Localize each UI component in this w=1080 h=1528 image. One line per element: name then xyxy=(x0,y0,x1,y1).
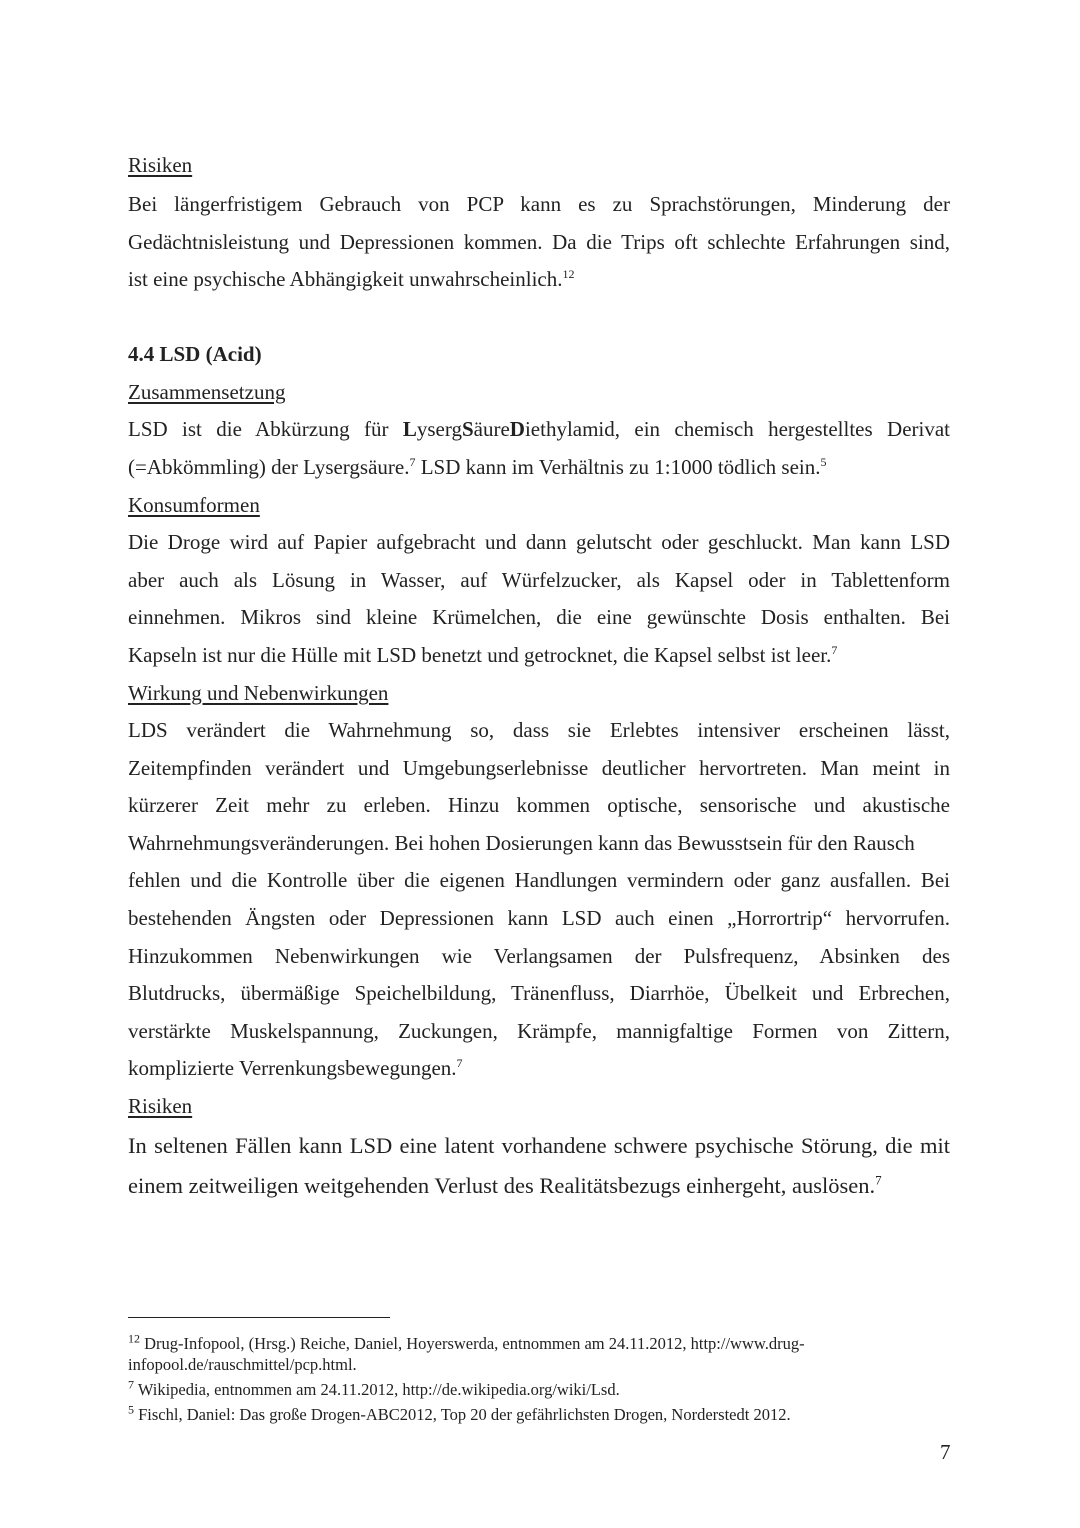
text-line: Bei längerfristigem Gebrauch von PCP kann es zu Sprachstörungen, Minderung der xyxy=(128,192,950,216)
effects-paragraph xyxy=(128,712,950,1088)
footnote-5: $^5$ Fischl, Daniel: Das große Drogen-ABC2012, Top 20 der gefährlichsten Drogen, Norderstedt 2012. xyxy=(128,1402,791,1424)
text-line: fehlen und die Kontrolle über die eigenen Handlungen vermindern oder ganz ausfallen. Bei xyxy=(128,868,950,893)
footnote-ref: 7 xyxy=(831,642,838,657)
text-line: In seltenen Fällen kann LSD eine latent vorhandene schwere psychische Störung, die mit xyxy=(128,1133,950,1158)
text-line: LDS verändert die Wahrnehmung so, dass sie Erlebtes intensiver erscheinen lässt, xyxy=(128,718,950,742)
text-line: einnehmen. Mikros sind kleine Krümelchen, die eine gewünschte Dosis enthalten. Bei xyxy=(128,605,950,630)
text-line: kürzerer Zeit mehr zu erleben. Hinzu kommen optische, sensorische und akustische xyxy=(128,793,950,818)
risks-pcp-paragraph xyxy=(128,186,950,299)
text-line: Hinzukommen Nebenwirkungen wie Verlangsamen der Pulsfrequenz, Absinken des xyxy=(128,943,950,968)
text-line: verstärkte Muskelspannung, Zuckungen, Krämpfe, mannigfaltige Formen von Zittern, xyxy=(128,1018,950,1043)
text-line: ist eine psychische Abhängigkeit unwahrscheinlich.$^{12}$ xyxy=(128,267,575,292)
risks-lsd-heading: Risiken xyxy=(128,1094,193,1118)
footnote-ref: 7 xyxy=(875,1172,882,1188)
text-line: Gedächtnisleistung und Depressionen kommen. Da die Trips oft schlechte Erfahrungen sind, xyxy=(128,229,950,254)
text-line: Zeitempfinden verändert und Umgebungserlebnisse deutlicher hervortreten. Man meint in xyxy=(128,755,950,780)
risks-lsd-paragraph xyxy=(128,1126,950,1206)
footnote-ref: 12 xyxy=(562,267,575,282)
page-number: 7 xyxy=(940,1440,951,1464)
footnote-number: 12 xyxy=(128,1331,140,1346)
text-line: bestehenden Ängsten oder Depressionen kann LSD auch einen „Horrortrip“ hervorrufen. xyxy=(128,905,950,930)
consumption-heading: Konsumformen xyxy=(128,493,260,517)
section-title: 4.4 LSD (Acid) xyxy=(128,342,262,366)
footnote-number: 5 xyxy=(128,1402,134,1417)
text-line: komplizierte Verrenkungsbewegungen.$^7$ xyxy=(128,1056,463,1081)
composition-heading: Zusammensetzung xyxy=(128,380,286,404)
text-line: einem zeitweiligen weitgehenden Verlust des Realitätsbezugs einhergeht, auslösen.$^7$ xyxy=(128,1172,882,1198)
text-line: Kapseln ist nur die Hülle mit LSD benetzt und getrocknet, die Kapsel selbst ist leer.$^7$ xyxy=(128,642,838,667)
footnote-ref: 5 xyxy=(820,454,827,469)
text-line: aber auch als Lösung in Wasser, auf Würfelzucker, als Kapsel oder in Tablettenform xyxy=(128,567,950,592)
footnote-ref: 7 xyxy=(456,1056,463,1071)
effects-heading: Wirkung und Nebenwirkungen xyxy=(128,681,389,705)
text-line: (=Abkömmling) der Lysergsäure.$^7$ LSD kann im Verhältnis zu 1:1000 tödlich sein.$^5$ xyxy=(128,454,827,479)
text-line: Die Droge wird auf Papier aufgebracht und dann gelutscht oder geschluckt. Man kann LSD xyxy=(128,530,950,554)
footnote-separator xyxy=(128,1317,390,1318)
text-line: Wahrnehmungsveränderungen. Bei hohen Dosierungen kann das Bewusstsein für den Rausch xyxy=(128,830,915,855)
text-line: LSD ist die Abkürzung für LysergSäureDiethylamid, ein chemisch hergestelltes Derivat xyxy=(128,417,950,441)
footnote-7: $^7$ Wikipedia, entnommen am 24.11.2012, http://de.wikipedia.org/wiki/Lsd. xyxy=(128,1377,620,1399)
footnote-number: 7 xyxy=(128,1377,134,1392)
footnote-ref: 7 xyxy=(409,454,416,469)
text-line: Blutdrucks, übermäßige Speichelbildung, Tränenfluss, Diarrhöe, Übelkeit und Erbrechen, xyxy=(128,981,950,1006)
consumption-paragraph xyxy=(128,524,950,674)
composition-paragraph xyxy=(128,411,950,486)
risks-pcp-heading: Risiken xyxy=(128,153,193,177)
footnote-12: $^{12}$ Drug-Infopool, (Hrsg.) Reiche, Daniel, Hoyerswerda, entnommen am 24.11.2012, http://www.drug- infopool.de/rauschmittel/pcp.html. xyxy=(128,1331,805,1374)
